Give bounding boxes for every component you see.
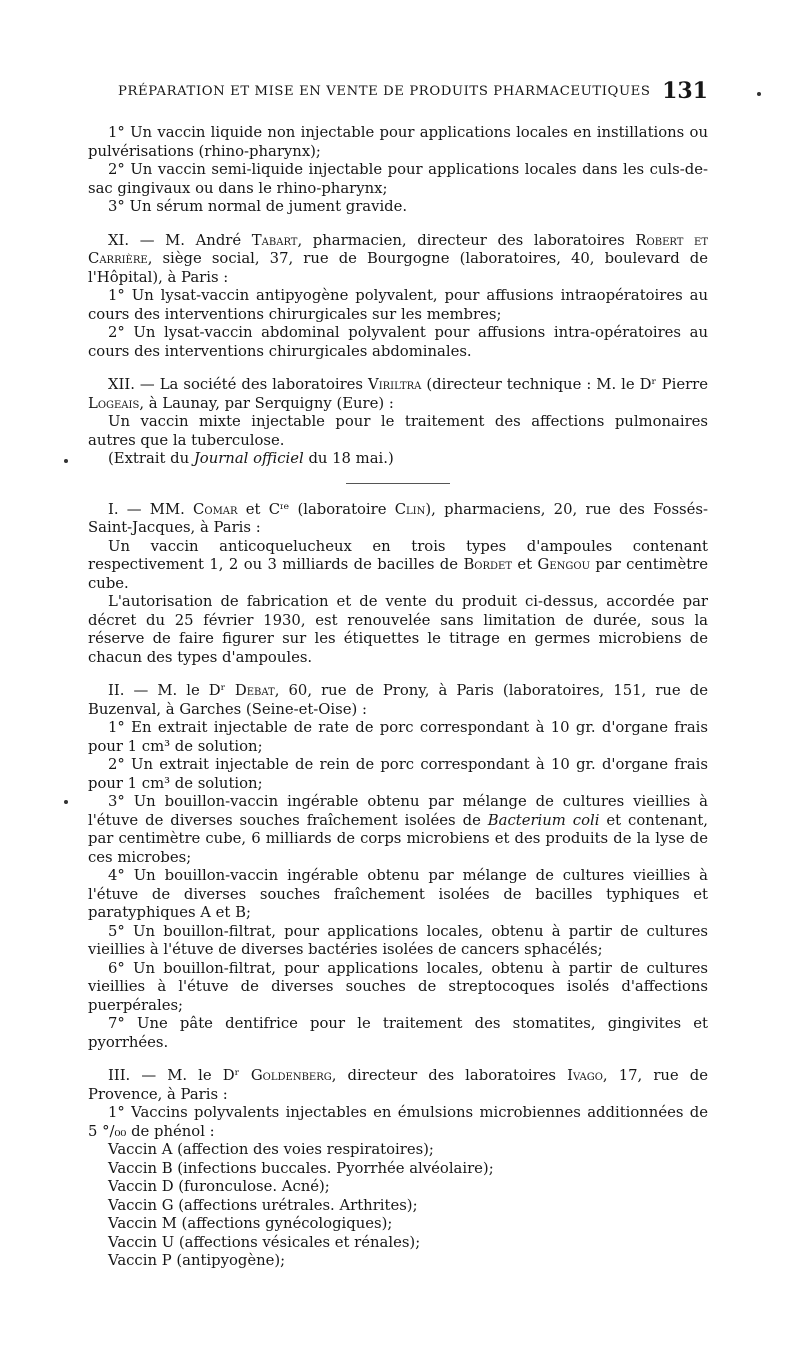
vaccine-item: Vaccin M (affections gynécologiques); bbox=[108, 1215, 393, 1232]
list-item: 3° Un sérum normal de jument gravide. bbox=[108, 198, 408, 215]
list-item: Un vaccin mixte injectable pour le traitement des affections pulmonaires autres que la tuberculose. bbox=[88, 413, 708, 449]
list-item: 2° Un lysat-vaccin abdominal polyvalent pour affusions intra-opératoires au cours des interventions chirurgicales abdominales. bbox=[88, 324, 708, 360]
vaccine-item: Vaccin U (affections vésicales et rénales); bbox=[108, 1233, 421, 1251]
list-item: 6° Un bouillon-filtrat, pour applications locales, obtenu à partir de cultures vieillies à l'étuve de diverses souches de streptocoques isolés d'affections puerpérales; bbox=[88, 959, 708, 1014]
speck-mark bbox=[64, 459, 68, 463]
running-title: PRÉPARATION ET MISE EN VENTE DE PRODUITS PHARMACEUTIQUES bbox=[118, 84, 651, 99]
person-name: Tabart bbox=[251, 231, 298, 249]
list-item: 5° Un bouillon-filtrat, pour applications locales, obtenu à partir de cultures vieillies à l'étuve de diverses bactéries isolées de cancers sphacélés; bbox=[88, 922, 708, 958]
list-item: Un vaccin anticoquelucheux en trois types d'ampoules contenant respectivement 1, 2 ou 3 milliards de bacilles de Bordet et Gengou par centimètre cube. bbox=[88, 537, 708, 592]
paragraph-iii: III. — M. le Dʳ Goldenberg, directeur des laboratoires Ivago, 17, rue de Provence, à Paris : bbox=[88, 1067, 709, 1103]
page-number: 131 bbox=[662, 78, 708, 104]
vaccine-item: Vaccin G (affections urétrales. Arthrites); bbox=[108, 1196, 418, 1214]
vaccine-item: Vaccin A (affection des voies respiratoires); bbox=[108, 1141, 434, 1158]
paragraph-xii: XII. — La société des laboratoires Viriltra (directeur technique : M. le Dʳ Pierre Logeais, à Launay, par Serquigny (Eure) : bbox=[88, 376, 708, 412]
lab-name: Clin bbox=[394, 500, 426, 518]
list-item: 4° Un bouillon-vaccin ingérable obtenu par mélange de cultures vieillies à l'étuve de diverses souches fraîchement isolées de bacilles typhiques et paratyphiques A et B; bbox=[88, 867, 708, 921]
authorization-note: L'autorisation de fabrication et de vente du produit ci-dessus, accordée par décret du 25 février 1930, est renouvelée sans limitation de durée, sous la réserve de faire figurer sur les étiquettes le titrage en germes microbiens de chacun des types d'ampoules. bbox=[88, 593, 708, 666]
vaccine-list bbox=[88, 1141, 708, 1271]
list-item: 3° Un bouillon-vaccin ingérable obtenu par mélange de cultures vieillies à l'étuve de diverses souches fraîchement isolées de Bacterium coli et contenant, par centimètre cube, 6 milliards de corps microbiens et des produits de la lyse de ces microbes; bbox=[88, 793, 709, 866]
vaccine-item: Vaccin D (furonculose. Acné); bbox=[108, 1178, 330, 1195]
vaccine-item: Vaccin P (antipyogène); bbox=[108, 1252, 286, 1269]
list-item: 1° Un vaccin liquide non injectable pour applications locales en instillations ou pulvérisations (rhino-pharynx); bbox=[88, 124, 708, 160]
person-name: Logeais bbox=[88, 394, 140, 412]
person-name: Comar bbox=[193, 500, 238, 518]
lab-name: Ivago bbox=[567, 1067, 603, 1084]
paragraph-xi: XI. — M. André Tabart, pharmacien, directeur des laboratoires Robert et Carrière, siège social, 37, rue de Bourgogne (laboratoires, 40, boulevard de l'Hôpital), à Paris : bbox=[88, 231, 708, 286]
lab-name: Robert et Carrière bbox=[88, 231, 708, 267]
speck-mark bbox=[757, 92, 761, 96]
list-item: 2° Un vaccin semi-liquide injectable pour applications locales dans les culs-de-sac gingivaux ou dans le rhino-pharynx; bbox=[88, 161, 708, 197]
source-note: (Extrait du Journal officiel du 18 mai.) bbox=[108, 450, 394, 467]
list-item: 1° Vaccins polyvalents injectables en émulsions microbiennes additionnées de 5 °/₀₀ de phénol : bbox=[88, 1104, 708, 1140]
list-item: 1° En extrait injectable de rate de porc correspondant à 10 gr. d'organe frais pour 1 cm³ de solution; bbox=[88, 719, 708, 755]
paragraph-i: I. — MM. Comar et Cᶦᵉ (laboratoire Clin), pharmaciens, 20, rue des Fossés-Saint-Jacques, à Paris : bbox=[88, 500, 708, 536]
vaccine-item: Vaccin B (infections buccales. Pyorrhée alvéolaire); bbox=[108, 1159, 494, 1177]
list-item: 1° Un lysat-vaccin antipyogène polyvalent, pour affusions intraopératoires au cours des interventions chirurgicales sur les membres; bbox=[88, 287, 708, 323]
running-header bbox=[118, 76, 708, 104]
speck-mark bbox=[64, 800, 68, 804]
list-item: 2° Un extrait injectable de rein de porc correspondant à 10 gr. d'organe frais pour 1 cm³ de solution; bbox=[88, 756, 708, 792]
person-name: Goldenberg bbox=[250, 1067, 332, 1084]
paragraph-ii: II. — M. le Dʳ Debat, 60, rue de Prony, à Paris (laboratoires, 151, rue de Buzenval, à Garches (Seine-et-Oise) : bbox=[88, 682, 708, 718]
lab-name: Viriltra bbox=[368, 376, 422, 393]
page-body bbox=[88, 124, 708, 1271]
person-name: Debat bbox=[234, 682, 275, 699]
list-item: 7° Une pâte dentifrice pour le traitement des stomatites, gingivites et pyorrhées. bbox=[88, 1015, 708, 1051]
section-divider bbox=[346, 483, 450, 484]
